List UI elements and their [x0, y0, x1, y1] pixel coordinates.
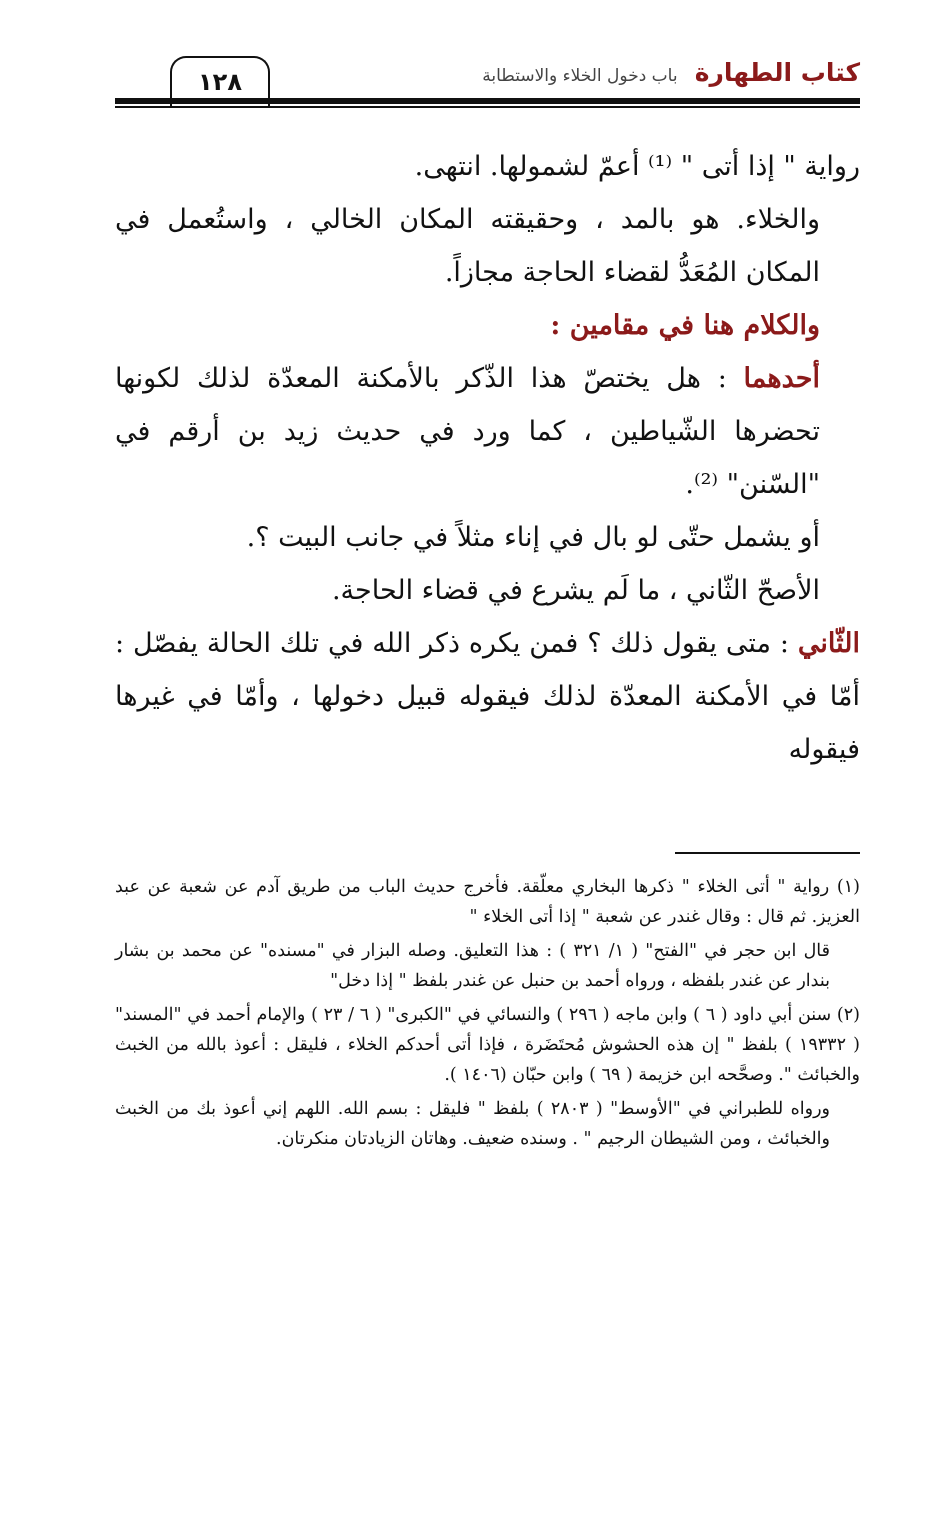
point-text-second: : متى يقول ذلك ؟ فمن يكره ذكر الله في تلك الحالة يفصّل : أمّا في الأمكنة المعدّة لذلك فيقوله قبيل دخولها ، وأمّا في غيرها فيقوله — [115, 628, 860, 765]
point-text-first: : هل يختصّ هذا الذّكر بالأمكنة المعدّة لذلك لكونها تحضرها الشّياطين ، كما ورد في حديث زيد بن أرقم في "السّنن" ⁽²⁾. — [115, 363, 820, 500]
page-number: ١٢٨ — [198, 68, 242, 96]
header-rule-thin — [115, 106, 860, 108]
footnote-2-continuation: ورواه للطبراني في "الأوسط" ( ٢٨٠٣ ) بلفظ " فليقل : بسم الله. اللهم إني أعوذ بك من الخبث والخبائث ، ومن الشيطان الرجيم " . وسنده ضعيف. وهاتان الزيادتان منكرتان. — [115, 1099, 830, 1149]
chapter-title: باب دخول الخلاء والاستطابة — [482, 66, 678, 86]
paragraph-2: والخلاء. هو بالمد ، وحقيقته المكان الخالي ، واستُعمل في المكان المُعَدُّ لقضاء الحاجة مجازاً. — [115, 204, 820, 288]
footnote-2: (٢) سنن أبي داود ( ٦ ) وابن ماجه ( ٢٩٦ ) والنسائي في "الكبرى" ( ٦ / ٢٣ ) والإمام أحمد في "المسند" ( ١٩٣٣٢ ) بلفظ " إن هذه الحشوش مُحتَضَرة ، فإذا أتى أحدكم الخلاء ، فليقل : أعوذ بالله من الخبث والخبائث ". وصحَّحه ابن خزيمة ( ٦٩ ) وابن حبّان (١٤٠٦ ). — [115, 1005, 860, 1085]
paragraph-answer: الأصحّ الثّاني ، ما لَم يشرع في قضاء الحاجة. — [331, 575, 820, 606]
paragraph-1: رواية " إذا أتى " ⁽¹⁾ أعمّ لشمولها. انتهى. — [414, 151, 860, 182]
point-label-second: الثّاني — [797, 628, 860, 659]
main-text — [115, 140, 860, 776]
section-heading: والكلام هنا في مقامين : — [550, 310, 820, 341]
footnote-1: (١) رواية " أتى الخلاء " ذكرها البخاري معلّقة. فأخرج حديث الباب من طريق آدم عن شعبة عن عبد العزيز. ثم قال : وقال غندر عن شعبة " إذا أتى الخلاء " — [115, 877, 860, 927]
header-rule-thick — [115, 98, 860, 104]
paragraph-first-point — [115, 352, 860, 511]
footnote-1-continuation: قال ابن حجر في "الفتح" ( ١/ ٣٢١ ) : هذا التعليق. وصله البزار في "مسنده" عن محمد بن بشار بندار عن غندر بلفظه ، ورواه أحمد بن حنبل عن غندر بلفظ " إذا دخل" — [115, 941, 830, 991]
page-header — [115, 48, 860, 108]
paragraph-question: أو يشمل حتّى لو بال في إناء مثلاً في جانب البيت ؟. — [246, 522, 820, 553]
book-title: كتاب الطهارة — [694, 58, 860, 87]
point-label-first: أحدهما — [743, 363, 820, 394]
paragraph-second-point — [115, 617, 860, 776]
footnotes — [115, 872, 860, 1158]
footnote-separator — [675, 852, 860, 854]
running-header — [482, 58, 860, 87]
